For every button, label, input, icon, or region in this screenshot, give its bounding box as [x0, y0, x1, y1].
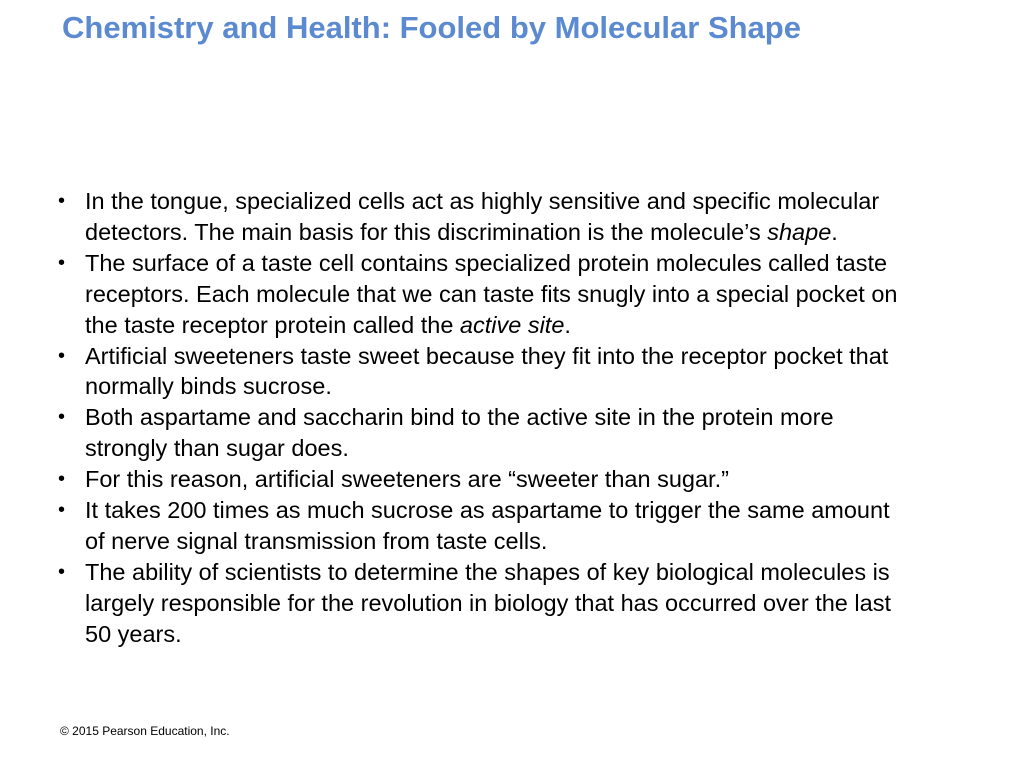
bullet-item — [58, 464, 988, 495]
bullet-dot-icon: • — [58, 560, 66, 583]
bullet-item — [58, 495, 988, 557]
bullet-dot-icon: • — [58, 251, 66, 274]
bullet-item — [58, 557, 988, 650]
bullet-line — [85, 619, 988, 650]
bullet-text: normally binds sucrose. — [85, 373, 332, 400]
bullet-line — [85, 279, 988, 310]
bullet-text: The surface of a taste cell contains specialized protein molecules called taste — [85, 249, 888, 276]
bullet-line — [85, 557, 988, 588]
bullet-text: Artificial sweeteners taste sweet because they fit into the receptor pocket that — [85, 342, 889, 369]
bullet-text: It takes 200 times as much sucrose as aspartame to trigger the same amount — [85, 497, 890, 524]
emphasis-text: shape — [767, 218, 832, 245]
bullet-line — [85, 402, 988, 433]
bullet-dot-icon: • — [58, 406, 66, 429]
bullet-list — [58, 186, 988, 650]
bullet-line — [85, 186, 988, 217]
bullet-text: strongly than sugar does. — [85, 435, 349, 462]
bullet-line — [85, 310, 988, 341]
bullet-item — [58, 186, 988, 248]
bullet-text: receptors. Each molecule that we can taste fits snugly into a special pocket on — [85, 280, 898, 307]
bullet-text: the taste receptor protein called the — [85, 311, 460, 338]
bullet-text: . — [564, 311, 571, 338]
bullet-line — [85, 433, 988, 464]
bullet-text: For this reason, artificial sweeteners are “sweeter than sugar.” — [85, 466, 729, 493]
bullet-text: largely responsible for the revolution in biology that has occurred over the last — [85, 589, 891, 616]
bullet-line — [85, 341, 988, 372]
bullet-line — [85, 464, 988, 495]
bullet-line — [85, 495, 988, 526]
bullet-item — [58, 402, 988, 464]
bullet-dot-icon: • — [58, 190, 66, 212]
emphasis-text: active site — [459, 311, 565, 338]
bullet-text: Both aspartame and saccharin bind to the active site in the protein more — [85, 404, 834, 431]
bullet-line — [85, 526, 988, 557]
bullet-text: 50 years. — [85, 620, 182, 647]
bullet-text: detectors. The main basis for this discrimination is the molecule’s — [85, 218, 768, 245]
bullet-line — [85, 588, 988, 619]
bullet-item — [58, 341, 988, 403]
bullet-dot-icon: • — [58, 499, 66, 522]
bullet-dot-icon: • — [58, 344, 66, 367]
slide-title: Chemistry and Health: Fooled by Molecular Shape — [62, 10, 801, 45]
bullet-text: The ability of scientists to determine the shapes of key biological molecules is — [85, 558, 890, 585]
copyright-notice: © 2015 Pearson Education, Inc. — [60, 724, 230, 738]
bullet-dot-icon: • — [58, 468, 66, 491]
bullet-text: of nerve signal transmission from taste cells. — [85, 527, 548, 554]
bullet-line — [85, 371, 988, 402]
bullet-text: In the tongue, specialized cells act as highly sensitive and specific molecular — [85, 188, 880, 214]
bullet-line — [85, 248, 988, 279]
bullet-line — [85, 217, 988, 248]
bullet-text: . — [831, 218, 838, 245]
bullet-item — [58, 248, 988, 341]
